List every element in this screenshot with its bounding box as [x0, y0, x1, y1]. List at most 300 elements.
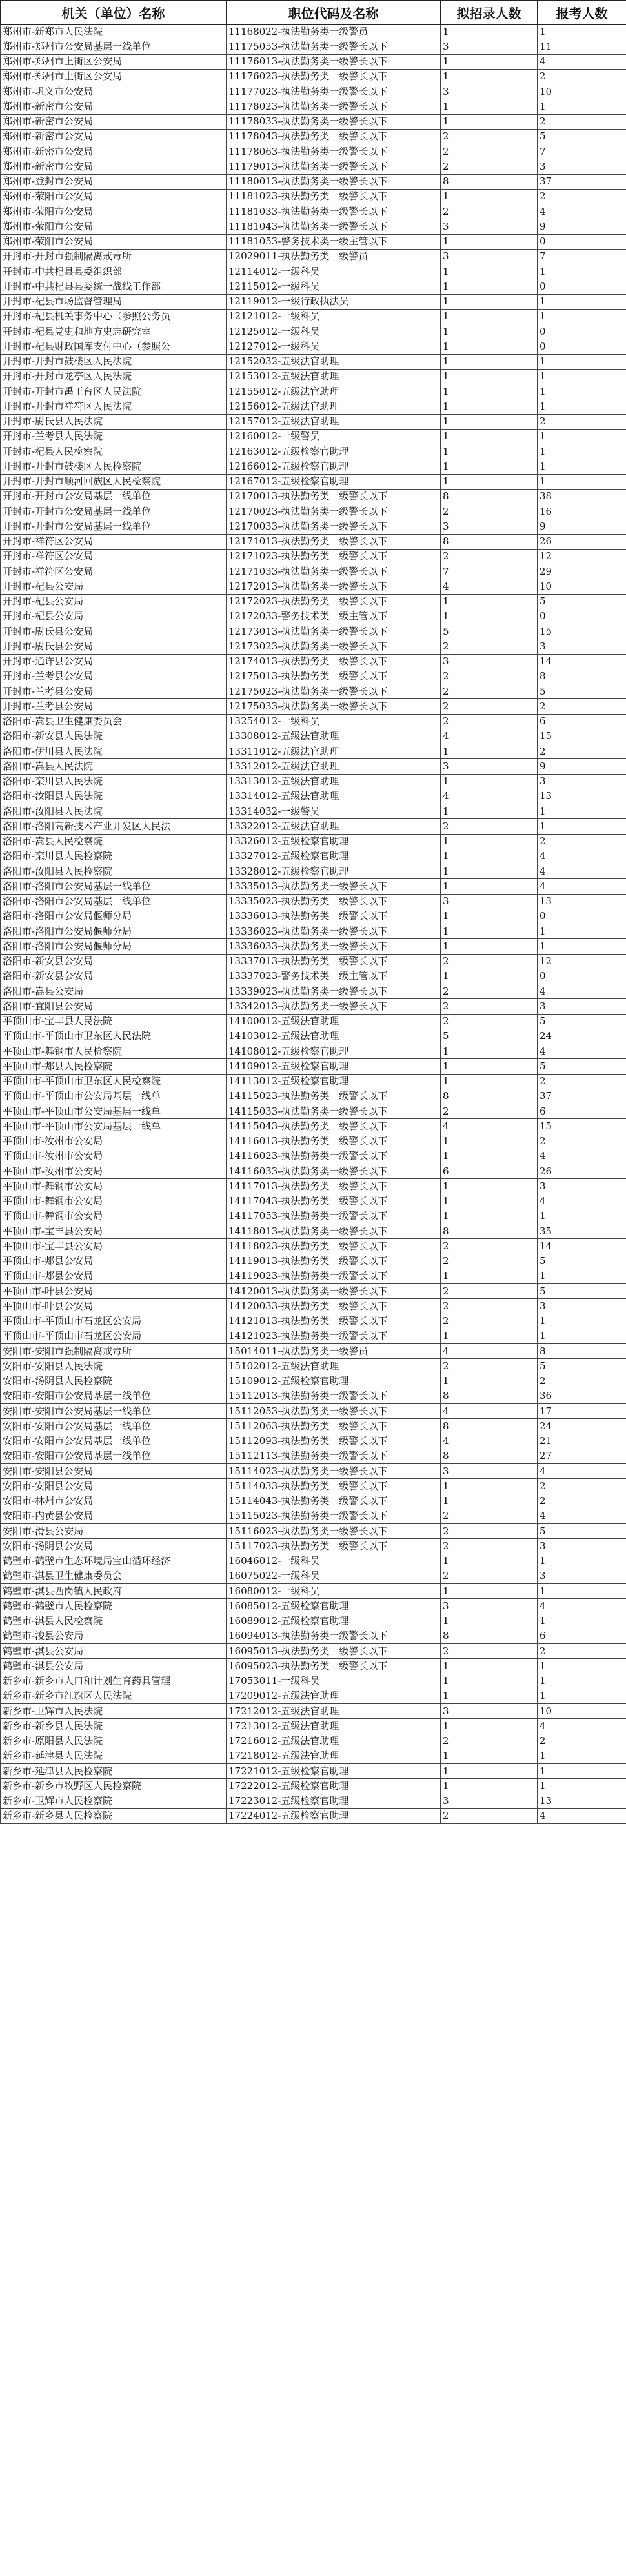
applicants-cell: 10	[538, 84, 626, 99]
applicants-cell: 15	[538, 1119, 626, 1134]
position-cell: 15112063-执法勤务类一级警长以下	[227, 1419, 441, 1434]
position-cell: 14120033-执法勤务类一级警长以下	[227, 1299, 441, 1314]
applicants-cell: 9	[538, 519, 626, 534]
agency-cell: 开封市-杞县公安局	[1, 594, 227, 609]
quota-cell: 1	[441, 1134, 538, 1149]
agency-cell: 平顶山市-宝丰县公安局	[1, 1239, 227, 1254]
agency-cell: 安阳市-安阳市公安局基层一线单位	[1, 1419, 227, 1434]
applicants-cell: 4	[538, 1464, 626, 1479]
table-row	[1, 1314, 626, 1329]
position-cell: 13311012-五级法官助理	[227, 744, 441, 759]
table-row	[1, 234, 626, 249]
table-row	[1, 1344, 626, 1359]
agency-cell: 洛阳市-嵩县人民检察院	[1, 834, 227, 849]
agency-cell: 鹤壁市-淇县公安局	[1, 1659, 227, 1674]
quota-cell: 3	[441, 1464, 538, 1479]
table-body	[1, 25, 626, 1824]
quota-cell: 2	[441, 1569, 538, 1583]
table-row	[1, 1554, 626, 1569]
agency-cell: 开封市-杞县机关事务中心（参照公务员	[1, 309, 227, 324]
quota-cell: 2	[441, 159, 538, 174]
applicants-cell: 9	[538, 219, 626, 234]
applicants-cell: 13	[538, 894, 626, 909]
table-row	[1, 39, 626, 54]
quota-cell: 1	[441, 279, 538, 294]
agency-cell: 郑州市-新密市公安局	[1, 144, 227, 159]
applicants-cell: 14	[538, 654, 626, 669]
quota-cell: 2	[441, 954, 538, 969]
agency-cell: 郑州市-新郑市人民法院	[1, 25, 227, 39]
agency-cell: 安阳市-安阳县公安局	[1, 1464, 227, 1479]
position-cell: 13339023-执法勤务类一级警长以下	[227, 984, 441, 999]
agency-cell: 鹤壁市-淇县卫生健康委员会	[1, 1569, 227, 1583]
applicants-cell: 1	[538, 1674, 626, 1689]
position-cell: 11176013-执法勤务类一级警长以下	[227, 54, 441, 69]
agency-cell: 郑州市-新密市公安局	[1, 129, 227, 144]
position-cell: 12170033-执法勤务类一级警长以下	[227, 519, 441, 534]
position-cell: 16095023-执法勤务类一级警长以下	[227, 1659, 441, 1674]
header-applicants: 报考人数	[538, 1, 626, 25]
header-position: 职位代码及名称	[227, 1, 441, 25]
table-row	[1, 804, 626, 819]
applicants-cell: 3	[538, 999, 626, 1014]
quota-cell: 2	[441, 1299, 538, 1314]
applicants-cell: 10	[538, 579, 626, 594]
position-cell: 13326012-五级检察官助理	[227, 834, 441, 849]
quota-cell: 1	[441, 99, 538, 114]
quota-cell: 1	[441, 294, 538, 309]
table-row	[1, 324, 626, 339]
position-cell: 17222012-五级检察官助理	[227, 1779, 441, 1794]
quota-cell: 1	[441, 264, 538, 279]
position-cell: 11178033-执法勤务类一级警长以下	[227, 114, 441, 129]
applicants-cell: 1	[538, 1584, 626, 1599]
applicants-cell: 2	[538, 414, 626, 429]
position-cell: 13314032-一级警员	[227, 804, 441, 819]
applicants-cell: 1	[538, 1329, 626, 1343]
position-cell: 14120013-执法勤务类一级警长以下	[227, 1284, 441, 1299]
table-row	[1, 69, 626, 84]
table-row	[1, 1584, 626, 1599]
table-row	[1, 1419, 626, 1434]
applicants-cell: 1	[538, 1689, 626, 1703]
position-cell: 11178063-执法勤务类一级警长以下	[227, 144, 441, 159]
position-cell: 16046012-一级科员	[227, 1554, 441, 1569]
quota-cell: 8	[441, 489, 538, 504]
position-cell: 16089012-五级检察官助理	[227, 1614, 441, 1629]
quota-cell: 3	[441, 84, 538, 99]
agency-cell: 洛阳市-洛阳市公安局偃师分局	[1, 909, 227, 924]
agency-cell: 安阳市-林州市公安局	[1, 1494, 227, 1509]
applicants-cell: 4	[538, 1044, 626, 1059]
agency-cell: 郑州市-郑州市公安局基层一线单位	[1, 39, 227, 54]
quota-cell: 1	[441, 609, 538, 624]
position-cell: 12114012-一级科员	[227, 264, 441, 279]
applicants-cell: 37	[538, 1089, 626, 1104]
applicants-cell: 5	[538, 1284, 626, 1299]
table-row	[1, 1659, 626, 1674]
quota-cell: 1	[441, 354, 538, 369]
table-row	[1, 924, 626, 939]
position-cell: 15115023-执法勤务类一级警长以下	[227, 1509, 441, 1523]
agency-cell: 开封市-开封市公安局基层一线单位	[1, 504, 227, 519]
quota-cell: 3	[441, 39, 538, 54]
position-cell: 13342013-执法勤务类一级警长以下	[227, 999, 441, 1014]
applicants-cell: 2	[538, 1644, 626, 1659]
agency-cell: 平顶山市-平顶山市公安局基层一线单	[1, 1089, 227, 1104]
applicants-cell: 1	[538, 399, 626, 414]
agency-cell: 开封市-杞县公安局	[1, 609, 227, 624]
table-row	[1, 1479, 626, 1494]
applicants-cell: 29	[538, 564, 626, 579]
position-cell: 13335013-执法勤务类一级警长以下	[227, 879, 441, 894]
applicants-cell: 2	[538, 1134, 626, 1149]
applicants-cell: 12	[538, 954, 626, 969]
quota-cell: 1	[441, 1194, 538, 1209]
table-row	[1, 1044, 626, 1059]
applicants-cell: 2	[538, 1479, 626, 1494]
table-row	[1, 429, 626, 444]
position-cell: 13328012-五级检察官助理	[227, 864, 441, 879]
quota-cell: 4	[441, 579, 538, 594]
position-cell: 15114023-执法勤务类一级警长以下	[227, 1464, 441, 1479]
table-row	[1, 144, 626, 159]
table-row	[1, 1569, 626, 1583]
table-row	[1, 1374, 626, 1389]
quota-cell: 2	[441, 129, 538, 144]
agency-cell: 郑州市-郑州市上街区公安局	[1, 54, 227, 69]
applicants-cell: 1	[538, 1209, 626, 1224]
quota-cell: 1	[441, 1719, 538, 1734]
quota-cell: 2	[441, 999, 538, 1014]
quota-cell: 8	[441, 1089, 538, 1104]
position-cell: 13254012-一级科员	[227, 714, 441, 729]
quota-cell: 4	[441, 729, 538, 744]
position-cell: 17218012-五级法官助理	[227, 1749, 441, 1763]
table-row	[1, 1299, 626, 1314]
agency-cell: 鹤壁市-鹤壁市生态环境局宝山循环经济	[1, 1554, 227, 1569]
agency-cell: 洛阳市-新安县公安局	[1, 954, 227, 969]
applicants-cell: 38	[538, 489, 626, 504]
agency-cell: 安阳市-安阳县公安局	[1, 1479, 227, 1494]
applicants-cell: 0	[538, 909, 626, 924]
applicants-cell: 3	[538, 1569, 626, 1583]
applicants-cell: 2	[538, 114, 626, 129]
table-row	[1, 1674, 626, 1689]
agency-cell: 郑州市-荥阳市公安局	[1, 234, 227, 249]
table-row	[1, 1254, 626, 1269]
agency-cell: 郑州市-巩义市公安局	[1, 84, 227, 99]
quota-cell: 1	[441, 1179, 538, 1194]
position-cell: 14109012-五级检察官助理	[227, 1059, 441, 1074]
agency-cell: 开封市-尉氏县人民法院	[1, 414, 227, 429]
quota-cell: 1	[441, 54, 538, 69]
position-cell: 14116033-执法勤务类一级警长以下	[227, 1164, 441, 1179]
table-row	[1, 1089, 626, 1104]
table-row	[1, 594, 626, 609]
agency-cell: 开封市-开封市公安局基层一线单位	[1, 489, 227, 504]
applicants-cell: 4	[538, 1194, 626, 1209]
position-cell: 14100012-五级法官助理	[227, 1014, 441, 1029]
quota-cell: 2	[441, 684, 538, 699]
table-row	[1, 1119, 626, 1134]
applicants-cell: 1	[538, 264, 626, 279]
applicants-cell: 1	[538, 1764, 626, 1779]
table-row	[1, 1389, 626, 1403]
table-row	[1, 1029, 626, 1044]
quota-cell: 2	[441, 1254, 538, 1269]
agency-cell: 平顶山市-舞钢市公安局	[1, 1209, 227, 1224]
applicants-cell: 3	[538, 774, 626, 789]
agency-cell: 洛阳市-洛阳市公安局偃师分局	[1, 924, 227, 939]
table-row	[1, 1614, 626, 1629]
agency-cell: 开封市-兰考县人民法院	[1, 429, 227, 444]
applicants-cell: 4	[538, 864, 626, 879]
position-cell: 12160012-一级警员	[227, 429, 441, 444]
applicants-cell: 0	[538, 279, 626, 294]
position-cell: 12152032-五级法官助理	[227, 354, 441, 369]
agency-cell: 洛阳市-洛阳高新技术产业开发区人民法	[1, 819, 227, 834]
applicants-cell: 37	[538, 174, 626, 189]
agency-cell: 开封市-通许县公安局	[1, 654, 227, 669]
applicants-cell: 1	[538, 354, 626, 369]
quota-cell: 1	[441, 969, 538, 984]
applicants-cell: 1	[538, 294, 626, 309]
position-cell: 12115012-一级科员	[227, 279, 441, 294]
agency-cell: 开封市-杞县公安局	[1, 579, 227, 594]
applicants-cell: 6	[538, 1104, 626, 1119]
applicants-cell: 0	[538, 609, 626, 624]
applicants-cell: 1	[538, 1749, 626, 1763]
applicants-cell: 27	[538, 1449, 626, 1463]
applicants-cell: 1	[538, 444, 626, 459]
agency-cell: 开封市-尉氏县公安局	[1, 624, 227, 639]
quota-cell: 2	[441, 1539, 538, 1554]
position-cell: 11175053-执法勤务类一级警长以下	[227, 39, 441, 54]
table-row	[1, 1539, 626, 1554]
applicants-cell: 5	[538, 594, 626, 609]
quota-cell: 1	[441, 804, 538, 819]
applicants-cell: 5	[538, 1059, 626, 1074]
quota-cell: 3	[441, 894, 538, 909]
position-cell: 14118023-执法勤务类一级警长以下	[227, 1239, 441, 1254]
table-row	[1, 669, 626, 684]
agency-cell: 平顶山市-平顶山市石龙区公安局	[1, 1314, 227, 1329]
position-cell: 11181023-执法勤务类一级警长以下	[227, 189, 441, 204]
position-cell: 15114043-执法勤务类一级警长以下	[227, 1494, 441, 1509]
quota-cell: 1	[441, 1659, 538, 1674]
agency-cell: 开封市-开封市鼓楼区人民检察院	[1, 459, 227, 474]
agency-cell: 平顶山市-宝丰县人民法院	[1, 1014, 227, 1029]
agency-cell: 平顶山市-平顶山市卫东区人民检察院	[1, 1074, 227, 1089]
position-cell: 14121023-执法勤务类一级警长以下	[227, 1329, 441, 1343]
quota-cell: 5	[441, 1029, 538, 1044]
table-row	[1, 1179, 626, 1194]
quota-cell: 1	[441, 744, 538, 759]
agency-cell: 新乡市-新乡县人民法院	[1, 1719, 227, 1734]
table-row	[1, 189, 626, 204]
quota-cell: 1	[441, 369, 538, 384]
agency-cell: 开封市-中共杞县县委统一战线工作部	[1, 279, 227, 294]
position-cell: 12172013-执法勤务类一级警长以下	[227, 579, 441, 594]
position-cell: 14121013-执法勤务类一级警长以下	[227, 1314, 441, 1329]
applicants-cell: 3	[538, 1539, 626, 1554]
position-cell: 15112093-执法勤务类一级警长以下	[227, 1434, 441, 1449]
agency-cell: 洛阳市-嵩县人民法院	[1, 759, 227, 774]
table-row	[1, 864, 626, 879]
table-row	[1, 219, 626, 234]
table-row	[1, 1734, 626, 1749]
table-row	[1, 1449, 626, 1463]
position-cell: 13336033-执法勤务类一级警长以下	[227, 939, 441, 954]
agency-cell: 洛阳市-伊川县人民法院	[1, 744, 227, 759]
agency-cell: 开封市-尉氏县公安局	[1, 639, 227, 654]
quota-cell: 1	[441, 1149, 538, 1164]
quota-cell: 1	[441, 834, 538, 849]
table-row	[1, 1209, 626, 1224]
quota-cell: 1	[441, 774, 538, 789]
applicants-cell: 5	[538, 1014, 626, 1029]
applicants-cell: 1	[538, 309, 626, 324]
position-cell: 17224012-五级检察官助理	[227, 1808, 441, 1823]
position-cell: 12172033-警务技术类一级主管以下	[227, 609, 441, 624]
position-cell: 15117023-执法勤务类一级警长以下	[227, 1539, 441, 1554]
table-row	[1, 1644, 626, 1659]
header-quota: 拟招录人数	[441, 1, 538, 25]
table-row	[1, 1074, 626, 1089]
applicants-cell: 1	[538, 369, 626, 384]
table-row	[1, 534, 626, 549]
position-cell: 12163012-五级检察官助理	[227, 444, 441, 459]
applicants-cell: 3	[538, 1299, 626, 1314]
quota-cell: 1	[441, 1779, 538, 1794]
position-cell: 13312012-五级法官助理	[227, 759, 441, 774]
position-cell: 16080012-一级科员	[227, 1584, 441, 1599]
position-cell: 17209012-五级法官助理	[227, 1689, 441, 1703]
applicants-cell: 1	[538, 474, 626, 489]
agency-cell: 开封市-开封市顺河回族区人民检察院	[1, 474, 227, 489]
quota-cell: 1	[441, 399, 538, 414]
agency-cell: 平顶山市-宝丰县公安局	[1, 1224, 227, 1239]
table-row	[1, 204, 626, 219]
table-row	[1, 1779, 626, 1794]
agency-cell: 安阳市-汤阴县人民检察院	[1, 1374, 227, 1389]
agency-cell: 洛阳市-嵩县公安局	[1, 984, 227, 999]
quota-cell: 1	[441, 864, 538, 879]
position-cell: 14119013-执法勤务类一级警长以下	[227, 1254, 441, 1269]
applicants-cell: 1	[538, 924, 626, 939]
agency-cell: 开封市-开封市祥符区人民法院	[1, 399, 227, 414]
applicants-cell: 3	[538, 1179, 626, 1194]
table-row	[1, 1224, 626, 1239]
position-cell: 11180013-执法勤务类一级警长以下	[227, 174, 441, 189]
applicants-cell: 0	[538, 324, 626, 339]
applicants-cell: 2	[538, 1374, 626, 1389]
quota-cell: 2	[441, 669, 538, 684]
applicants-cell: 36	[538, 1389, 626, 1403]
applicants-cell: 1	[538, 459, 626, 474]
position-cell: 12167012-五级检察官助理	[227, 474, 441, 489]
header-row	[1, 1, 626, 25]
agency-cell: 郑州市-新密市公安局	[1, 114, 227, 129]
applicants-cell: 4	[538, 849, 626, 864]
position-cell: 12175013-执法勤务类一级警长以下	[227, 669, 441, 684]
quota-cell: 1	[441, 474, 538, 489]
agency-cell: 安阳市-安阳市强制隔离戒毒所	[1, 1344, 227, 1359]
applicants-cell: 4	[538, 1719, 626, 1734]
position-cell: 14117053-执法勤务类一级警长以下	[227, 1209, 441, 1224]
applicants-cell: 6	[538, 714, 626, 729]
agency-cell: 平顶山市-平顶山市公安局基层一线单	[1, 1119, 227, 1134]
position-cell: 14117013-执法勤务类一级警长以下	[227, 1179, 441, 1194]
position-cell: 16085012-五级检察官助理	[227, 1599, 441, 1614]
quota-cell: 8	[441, 174, 538, 189]
position-cell: 11168022-执法勤务类一级警员	[227, 25, 441, 39]
agency-cell: 安阳市-安阳市公安局基层一线单位	[1, 1449, 227, 1463]
applicants-cell: 5	[538, 1524, 626, 1539]
position-cell: 12125012-一级科员	[227, 324, 441, 339]
position-cell: 12029011-执法勤务类一级警员	[227, 249, 441, 264]
quota-cell: 3	[441, 1794, 538, 1808]
table-row	[1, 954, 626, 969]
table-row	[1, 384, 626, 399]
agency-cell: 鹤壁市-浚县公安局	[1, 1629, 227, 1643]
agency-cell: 洛阳市-汝阳县人民法院	[1, 804, 227, 819]
quota-cell: 2	[441, 984, 538, 999]
applicants-cell: 24	[538, 1029, 626, 1044]
agency-cell: 郑州市-登封市公安局	[1, 174, 227, 189]
quota-cell: 1	[441, 1329, 538, 1343]
applicants-cell: 14	[538, 1239, 626, 1254]
agency-cell: 新乡市-新乡市红旗区人民法院	[1, 1689, 227, 1703]
position-cell: 15112013-执法勤务类一级警长以下	[227, 1389, 441, 1403]
quota-cell: 3	[441, 519, 538, 534]
table-row	[1, 984, 626, 999]
applicants-cell: 3	[538, 159, 626, 174]
table-row	[1, 1794, 626, 1808]
applicants-cell: 2	[538, 744, 626, 759]
applicants-cell: 0	[538, 339, 626, 354]
table-row	[1, 684, 626, 699]
applicants-cell: 1	[538, 939, 626, 954]
position-cell: 13308012-五级法官助理	[227, 729, 441, 744]
position-cell: 15112113-执法勤务类一级警长以下	[227, 1449, 441, 1463]
agency-cell: 安阳市-内黄县公安局	[1, 1509, 227, 1523]
applicants-cell: 4	[538, 1599, 626, 1614]
agency-cell: 平顶山市-汝州市公安局	[1, 1134, 227, 1149]
position-cell: 12119012-一级行政执法员	[227, 294, 441, 309]
quota-cell: 2	[441, 639, 538, 654]
applicants-cell: 1	[538, 25, 626, 39]
table-row	[1, 789, 626, 804]
quota-cell: 2	[441, 1314, 538, 1329]
agency-cell: 开封市-杞县党史和地方史志研究室	[1, 324, 227, 339]
agency-cell: 开封市-祥符区公安局	[1, 534, 227, 549]
position-cell: 13336013-执法勤务类一级警长以下	[227, 909, 441, 924]
table-row	[1, 999, 626, 1014]
position-cell: 15109012-五级检察官助理	[227, 1374, 441, 1389]
agency-cell: 郑州市-荥阳市公安局	[1, 204, 227, 219]
table-row	[1, 1749, 626, 1763]
table-row	[1, 159, 626, 174]
applicants-cell: 9	[538, 759, 626, 774]
position-cell: 14117043-执法勤务类一级警长以下	[227, 1194, 441, 1209]
table-row	[1, 129, 626, 144]
table-row	[1, 444, 626, 459]
table-row	[1, 654, 626, 669]
applicants-cell: 5	[538, 1254, 626, 1269]
quota-cell: 1	[441, 309, 538, 324]
